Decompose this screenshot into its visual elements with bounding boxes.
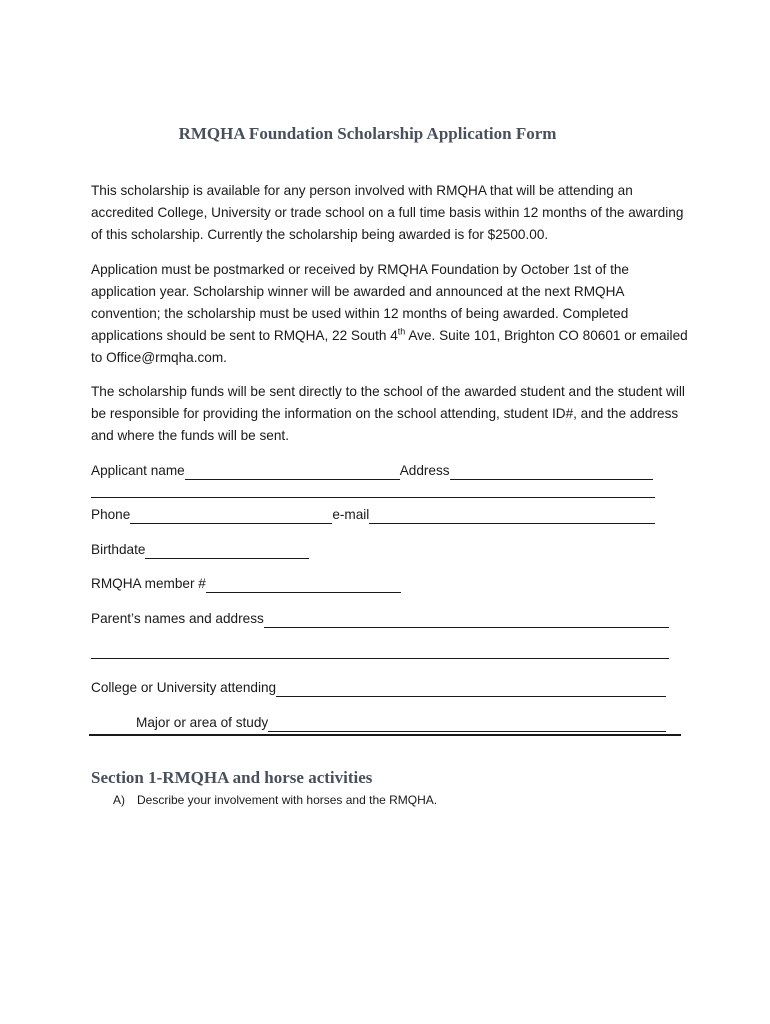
ordinal-suffix: th xyxy=(397,326,406,337)
deadline-paragraph xyxy=(91,259,691,369)
member-number-field[interactable] xyxy=(206,577,401,593)
parents-label: Parent’s names and address xyxy=(91,611,264,626)
birthdate-label: Birthdate xyxy=(91,542,146,557)
parents-continuation-line[interactable] xyxy=(91,658,669,659)
birthdate-row xyxy=(91,539,309,559)
major-field[interactable] xyxy=(268,716,666,732)
college-label: College or University attending xyxy=(91,680,277,695)
address-field[interactable] xyxy=(450,464,653,480)
section-1-item-a xyxy=(113,793,437,807)
college-field[interactable] xyxy=(276,681,666,697)
address-continuation-line[interactable] xyxy=(91,497,655,498)
item-marker: A) xyxy=(113,793,125,807)
deadline-text-b: Ave. Suite 101, Brighton CO 80601 or emailed to Office@rmqha.com. xyxy=(91,328,688,365)
major-row xyxy=(136,712,666,732)
deadline-text-a: Application must be postmarked or received by RMQHA Foundation by October 1st of the application year. Scholarship winner will be awarded and announced at the next RMQHA convention; the scholarship must be used within 12 months of being awarded. Completed applications should be sent to RMQHA, 22 South 4 xyxy=(91,262,629,343)
funds-paragraph: The scholarship funds will be sent directly to the school of the awarded student and the student will be responsible for providing the information on the school attending, student ID#, and the address and where the funds will be sent. xyxy=(91,384,685,443)
email-field[interactable] xyxy=(369,508,655,524)
intro-paragraph: This scholarship is available for any person involved with RMQHA that will be attending an accredited College, University or trade school on a full time basis within 12 months of the awarding of this scholarship. Currently the scholarship being awarded is for $2500.00. xyxy=(91,183,684,242)
section-divider xyxy=(89,734,681,736)
birthdate-field[interactable] xyxy=(145,543,309,559)
member-number-label: RMQHA member # xyxy=(91,576,206,591)
parents-row xyxy=(91,608,669,628)
address-label: Address xyxy=(399,463,450,478)
major-label: Major or area of study xyxy=(136,715,269,730)
college-row xyxy=(91,677,666,697)
applicant-name-field[interactable] xyxy=(185,464,400,480)
applicant-address-row xyxy=(91,460,661,480)
section-1-heading: Section 1-RMQHA and horse activities xyxy=(91,768,373,787)
phone-field[interactable] xyxy=(130,508,332,524)
item-text: Describe your involvement with horses and the RMQHA. xyxy=(137,793,438,807)
email-label: e-mail xyxy=(332,507,370,522)
applicant-name-label: Applicant name xyxy=(91,463,185,478)
parents-field[interactable] xyxy=(264,612,669,628)
phone-email-row xyxy=(91,504,661,524)
phone-label: Phone xyxy=(91,507,131,522)
form-title: RMQHA Foundation Scholarship Application Form xyxy=(178,124,557,143)
member-number-row xyxy=(91,573,401,593)
